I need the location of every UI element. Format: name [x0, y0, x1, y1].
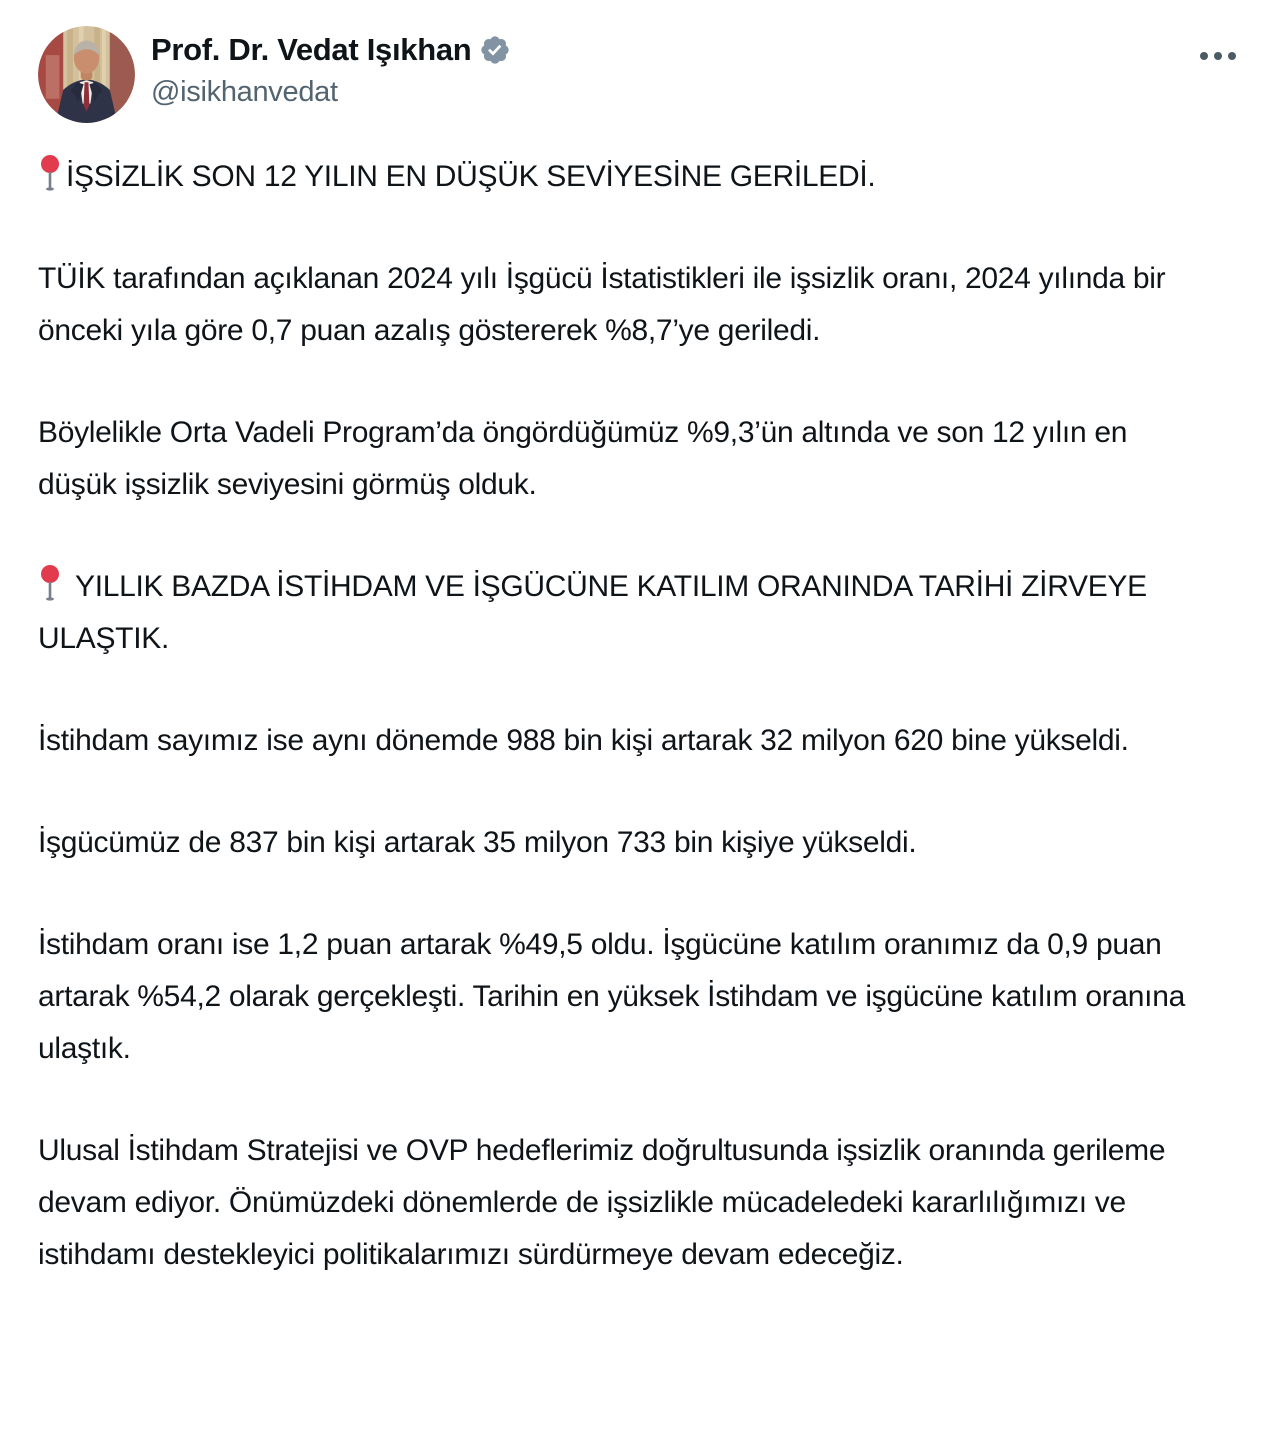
avatar[interactable] — [38, 26, 135, 123]
tweet-paragraph — [38, 151, 1208, 203]
tweet-header — [38, 26, 1208, 123]
paragraph-text: İşgücümüz de 837 bin kişi artarak 35 milyon 733 bin kişiye yükseldi. — [38, 826, 917, 859]
paragraph-text: Ulusal İstihdam Stratejisi ve OVP hedeflerimiz doğrultusunda işsizlik oranında gerileme devam ediyor. Önümüzdeki dönemlerde de işsizlikle mücadeledeki kararlılığımızı ve istihdamı destekleyici politikalarımızı sürdürmeye devam edeceğiz. — [38, 1134, 1166, 1271]
more-options-button[interactable] — [1192, 44, 1244, 68]
paragraph-text: YILLIK BAZDA İSTİHDAM VE İŞGÜCÜNE KATILIM ORANINDA TARİHİ ZİRVEYE ULAŞTIK. — [38, 570, 1147, 655]
paragraph-text: TÜİK tarafından açıklanan 2024 yılı İşgücü İstatistikleri ile işsizlik oranı, 2024 yılında bir önceki yıla göre 0,7 puan azalış göstererek %8,7’ye geriledi. — [38, 262, 1166, 347]
tweet-paragraph — [38, 1125, 1208, 1281]
paragraph-text: İstihdam oranı ise 1,2 puan artarak %49,5 oldu. İşgücüne katılım oranımız da 0,9 puan artarak %54,2 olarak gerçekleşti. Tarihin en yüksek İstihdam ve işgücüne katılım oranına ulaştık. — [38, 928, 1185, 1065]
display-name[interactable]: Prof. Dr. Vedat Işıkhan — [151, 32, 472, 67]
paragraph-text: Böylelikle Orta Vadeli Program’da öngördüğümüz %9,3’ün altında ve son 12 yılın en düşük işsizlik seviyesini görmüş olduk. — [38, 416, 1128, 501]
tweet-paragraph — [38, 561, 1208, 665]
tweet-paragraph — [38, 715, 1208, 767]
ellipsis-dot — [1200, 52, 1208, 60]
tweet-paragraph — [38, 817, 1208, 869]
paragraph-text: İŞSİZLİK SON 12 YILIN EN DÜŞÜK SEVİYESİNE GERİLEDİ. — [66, 160, 876, 193]
tweet-paragraph — [38, 407, 1208, 511]
pin-icon — [38, 154, 62, 194]
user-handle[interactable]: @isikhanvedat — [151, 76, 338, 108]
tweet-text — [38, 151, 1208, 1281]
author-block — [151, 26, 511, 109]
pin-icon — [38, 564, 62, 604]
tweet-paragraph — [38, 253, 1208, 357]
ellipsis-dot — [1228, 52, 1236, 60]
tweet-paragraph — [38, 919, 1208, 1075]
verified-badge-icon — [479, 34, 511, 66]
profile-photo — [38, 26, 135, 123]
paragraph-text: İstihdam sayımız ise aynı dönemde 988 bin kişi artarak 32 milyon 620 bine yükseldi. — [38, 724, 1129, 757]
ellipsis-dot — [1214, 52, 1222, 60]
